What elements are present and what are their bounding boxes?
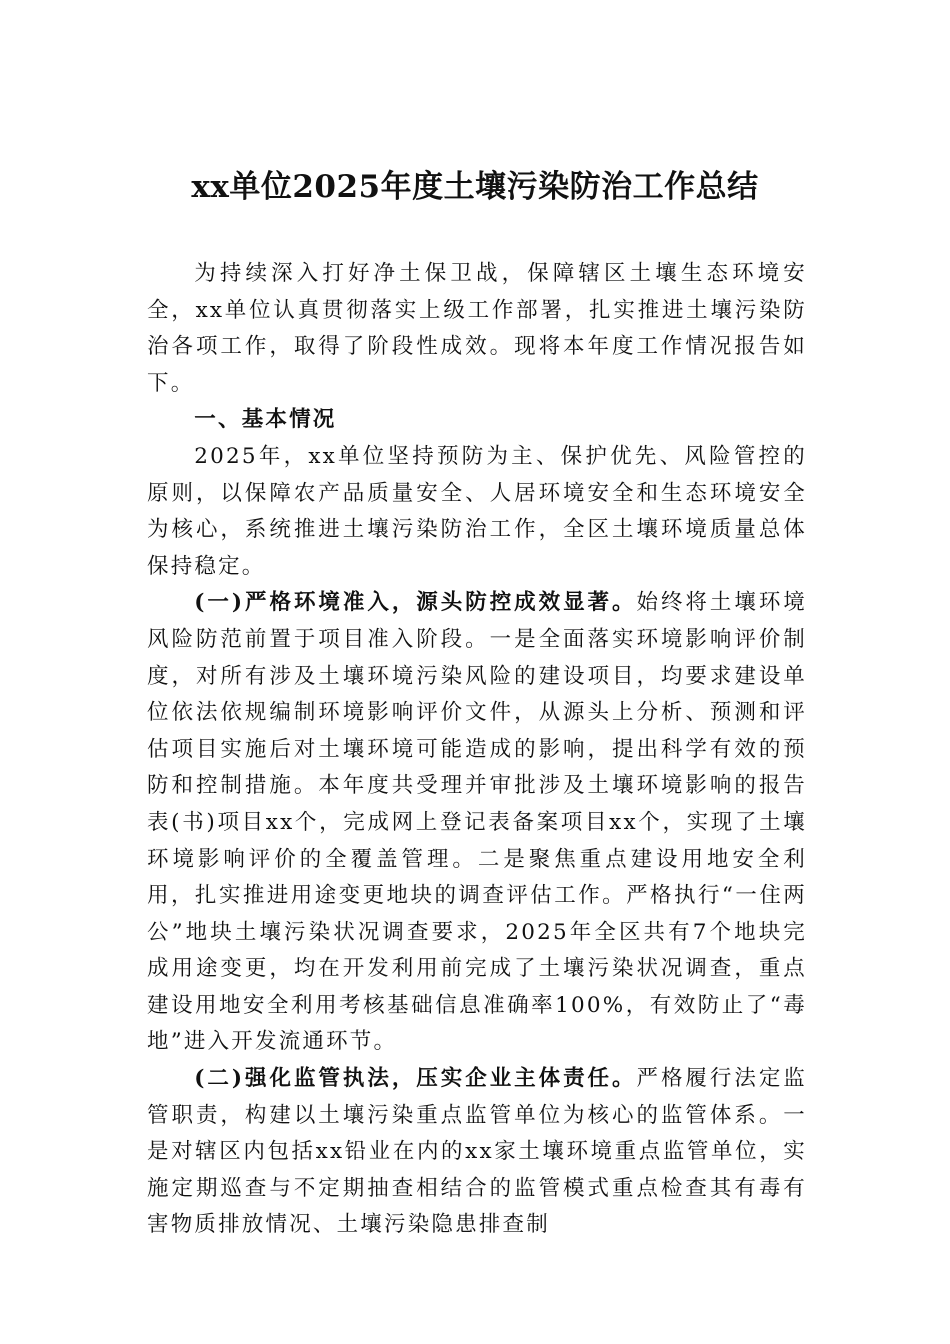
item1-lead: (一)严格环境准入，源头防控成效显著。 (194, 590, 637, 616)
item2-body: 严格履行法定监管职责，构建以土壤污染重点监管单位为核心的监管体系。一是对辖区内包括xx铅业在内的xx家土壤环境重点监管单位，实施定期巡查与不定期抽查相结合的监管模式重点检查其有毒有害物质排放情况、土壤污染隐患排查制 (147, 1066, 807, 1238)
item1-paragraph (147, 585, 807, 1061)
item1-body: 始终将土壤环境风险防范前置于项目准入阶段。一是全面落实环境影响评价制度，对所有涉及土壤环境污染风险的建设项目，均要求建设单位依法依规编制环境影响评价文件，从源头上分析、预测和评估项目实施后对土壤环境可能造成的影响，提出科学有效的预防和控制措施。本年度共受理并审批涉及土壤环境影响的报告表(书)项目xx个，完成网上登记表备案项目xx个，实现了土壤环境影响评价的全覆盖管理。二是聚焦重点建设用地安全利用，扎实推进用途变更地块的调查评估工作。严格执行“一住两公”地块土壤污染状况调查要求，2025年全区共有7个地块完成用途变更，均在开发利用前完成了土壤污染状况调查，重点建设用地安全利用考核基础信息准确率100%，有效防止了“毒地”进入开发流通环节。 (147, 590, 807, 1055)
document-title: xx单位2025年度土壤污染防治工作总结 (191, 169, 759, 205)
intro-paragraph: 为持续深入打好净土保卫战，保障辖区土壤生态环境安全，xx单位认真贯彻落实上级工作部署，扎实推进土壤污染防治各项工作，取得了阶段性成效。现将本年度工作情况报告如下。 (147, 261, 807, 396)
item2-lead: (二)强化监管执法，压实企业主体责任。 (194, 1066, 637, 1092)
section-heading-basic-situation: 一、基本情况 (194, 407, 337, 433)
item2-paragraph (147, 1061, 807, 1244)
document-body (147, 256, 807, 1244)
section1-paragraph: 2025年，xx单位坚持预防为主、保护优先、风险管控的原则，以保障农产品质量安全、人居环境安全和生态环境安全为核心，系统推进土壤污染防治工作，全区土壤环境质量总体保持稳定。 (147, 443, 807, 579)
